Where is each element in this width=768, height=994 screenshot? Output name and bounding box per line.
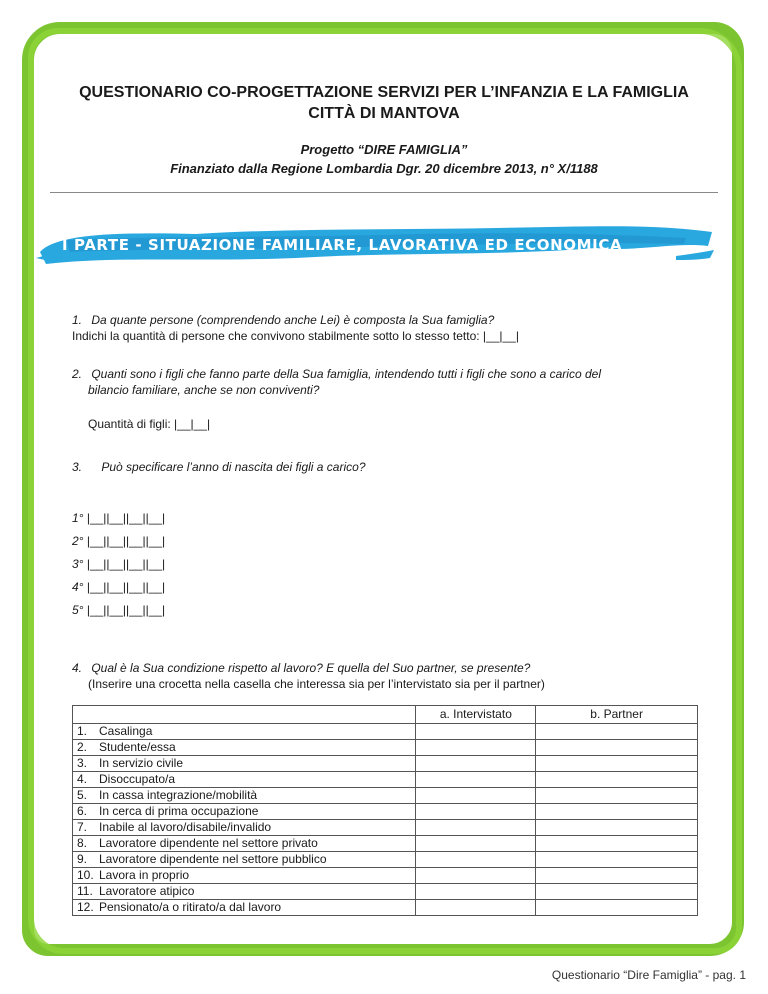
question-number: 4.	[72, 661, 83, 675]
checkbox-interviewee[interactable]	[416, 804, 536, 820]
option-label	[73, 820, 416, 836]
option-label	[73, 772, 416, 788]
option-number: 8.	[77, 836, 88, 850]
question-text: Da quante persone (comprendendo anche Lei) è composta la Sua famiglia?	[91, 313, 495, 327]
birth-year-row[interactable]	[72, 533, 165, 549]
checkbox-partner[interactable]	[536, 772, 698, 788]
title-line-1: QUESTIONARIO CO-PROGETTAZIONE SERVIZI PER L’INFANZIA E LA FAMIGLIA	[79, 84, 689, 101]
birth-year-row[interactable]	[72, 556, 165, 572]
year-field[interactable]: |__||__||__||__|	[86, 557, 166, 571]
employment-table	[72, 705, 698, 916]
checkbox-interviewee[interactable]	[416, 740, 536, 756]
option-number: 4.	[77, 772, 88, 786]
option-number: 10.	[77, 868, 94, 882]
table-row	[73, 820, 698, 836]
table-row	[73, 724, 698, 740]
question-1-instruction: Indichi la quantità di persone che convivono stabilmente sotto lo stesso tetto: |__|__|	[72, 329, 519, 343]
question-3	[72, 459, 366, 475]
option-text: Casalinga	[99, 724, 153, 738]
option-number: 5.	[77, 788, 88, 802]
checkbox-partner[interactable]	[536, 756, 698, 772]
checkbox-interviewee[interactable]	[416, 884, 536, 900]
checkbox-partner[interactable]	[536, 836, 698, 852]
table-header-empty	[73, 706, 416, 724]
question-4	[72, 660, 530, 676]
page-footer: Questionario “Dire Famiglia” - pag. 1	[551, 968, 746, 982]
header-divider	[50, 192, 718, 193]
option-label	[73, 852, 416, 868]
option-label	[73, 740, 416, 756]
children-count-field[interactable]: Quantità di figli: |__|__|	[88, 417, 211, 431]
table-row	[73, 804, 698, 820]
checkbox-partner[interactable]	[536, 852, 698, 868]
option-text: Disoccupato/a	[99, 772, 176, 786]
checkbox-partner[interactable]	[536, 724, 698, 740]
table-row	[73, 884, 698, 900]
option-label	[73, 724, 416, 740]
child-index: 4°	[72, 580, 84, 594]
option-text: In cassa integrazione/mobilità	[99, 788, 258, 802]
title-line-2: CITTÀ DI MANTOVA	[308, 105, 460, 122]
checkbox-interviewee[interactable]	[416, 900, 536, 916]
option-label	[73, 884, 416, 900]
year-field[interactable]: |__||__||__||__|	[86, 603, 166, 617]
table-row	[73, 756, 698, 772]
funding-note: Finanziato dalla Regione Lombardia Dgr. 20 dicembre 2013, n° X/1188	[170, 161, 598, 176]
question-2	[72, 366, 698, 382]
option-text: Lavora in proprio	[99, 868, 190, 882]
option-number: 12.	[77, 900, 94, 914]
checkbox-interviewee[interactable]	[416, 852, 536, 868]
checkbox-partner[interactable]	[536, 868, 698, 884]
checkbox-partner[interactable]	[536, 900, 698, 916]
question-number: 1.	[72, 313, 83, 327]
year-field[interactable]: |__||__||__||__|	[86, 534, 166, 548]
checkbox-interviewee[interactable]	[416, 724, 536, 740]
birth-year-row[interactable]	[72, 510, 165, 526]
checkbox-partner[interactable]	[536, 804, 698, 820]
birth-year-row[interactable]	[72, 602, 165, 618]
option-number: 1.	[77, 724, 88, 738]
table-row	[73, 900, 698, 916]
table-row	[73, 772, 698, 788]
checkbox-interviewee[interactable]	[416, 788, 536, 804]
column-interviewee: a. Intervistato	[416, 706, 536, 724]
question-number: 2.	[72, 367, 83, 381]
question-text: Qual è la Sua condizione rispetto al lavoro? E quella del Suo partner, se presente?	[91, 661, 531, 675]
option-label	[73, 868, 416, 884]
checkbox-interviewee[interactable]	[416, 772, 536, 788]
option-number: 7.	[77, 820, 88, 834]
checkbox-interviewee[interactable]	[416, 836, 536, 852]
column-partner: b. Partner	[536, 706, 698, 724]
checkbox-interviewee[interactable]	[416, 868, 536, 884]
checkbox-interviewee[interactable]	[416, 756, 536, 772]
child-index: 5°	[72, 603, 84, 617]
checkbox-partner[interactable]	[536, 740, 698, 756]
checkbox-partner[interactable]	[536, 884, 698, 900]
option-label	[73, 836, 416, 852]
document-title	[0, 82, 768, 124]
option-number: 6.	[77, 804, 88, 818]
option-label	[73, 756, 416, 772]
birth-year-row[interactable]	[72, 579, 165, 595]
option-text: In servizio civile	[99, 756, 184, 770]
table-row	[73, 868, 698, 884]
question-text: Quanti sono i figli che fanno parte della Sua famiglia, intendendo tutti i figli che sono a carico del	[91, 367, 601, 381]
child-index: 2°	[72, 534, 84, 548]
question-2-cont: bilancio familiare, anche se non conviventi?	[88, 383, 320, 397]
project-info	[0, 140, 768, 178]
year-field[interactable]: |__||__||__||__|	[86, 580, 166, 594]
table-row	[73, 836, 698, 852]
option-label	[73, 788, 416, 804]
table-row	[73, 740, 698, 756]
option-text: Lavoratore atipico	[99, 884, 195, 898]
option-text: In cerca di prima occupazione	[99, 804, 259, 818]
table-row	[73, 852, 698, 868]
checkbox-partner[interactable]	[536, 820, 698, 836]
project-name: Progetto “DIRE FAMIGLIA”	[300, 142, 468, 157]
year-field[interactable]: |__||__||__||__|	[86, 511, 166, 525]
option-number: 3.	[77, 756, 88, 770]
question-text: Può specificare l’anno di nascita dei figli a carico?	[101, 460, 366, 474]
checkbox-partner[interactable]	[536, 788, 698, 804]
option-text: Lavoratore dipendente nel settore privato	[99, 836, 318, 850]
option-number: 11.	[77, 884, 93, 898]
option-text: Studente/essa	[99, 740, 176, 754]
option-label	[73, 900, 416, 916]
option-text: Pensionato/a o ritirato/a dal lavoro	[99, 900, 282, 914]
table-header-row	[73, 706, 698, 724]
option-text: Lavoratore dipendente nel settore pubblico	[99, 852, 327, 866]
option-number: 2.	[77, 740, 88, 754]
question-number: 3.	[72, 460, 83, 474]
question-4-instruction: (Inserire una crocetta nella casella che interessa sia per l’intervistato sia per il partner)	[88, 677, 545, 691]
table-row	[73, 788, 698, 804]
child-index: 1°	[72, 511, 84, 525]
child-index: 3°	[72, 557, 84, 571]
option-text: Inabile al lavoro/disabile/invalido	[99, 820, 272, 834]
option-label	[73, 804, 416, 820]
option-number: 9.	[77, 852, 88, 866]
section-title: I PARTE - SITUAZIONE FAMILIARE, LAVORATIVA ED ECONOMICA	[62, 236, 623, 254]
question-1	[72, 312, 494, 328]
checkbox-interviewee[interactable]	[416, 820, 536, 836]
